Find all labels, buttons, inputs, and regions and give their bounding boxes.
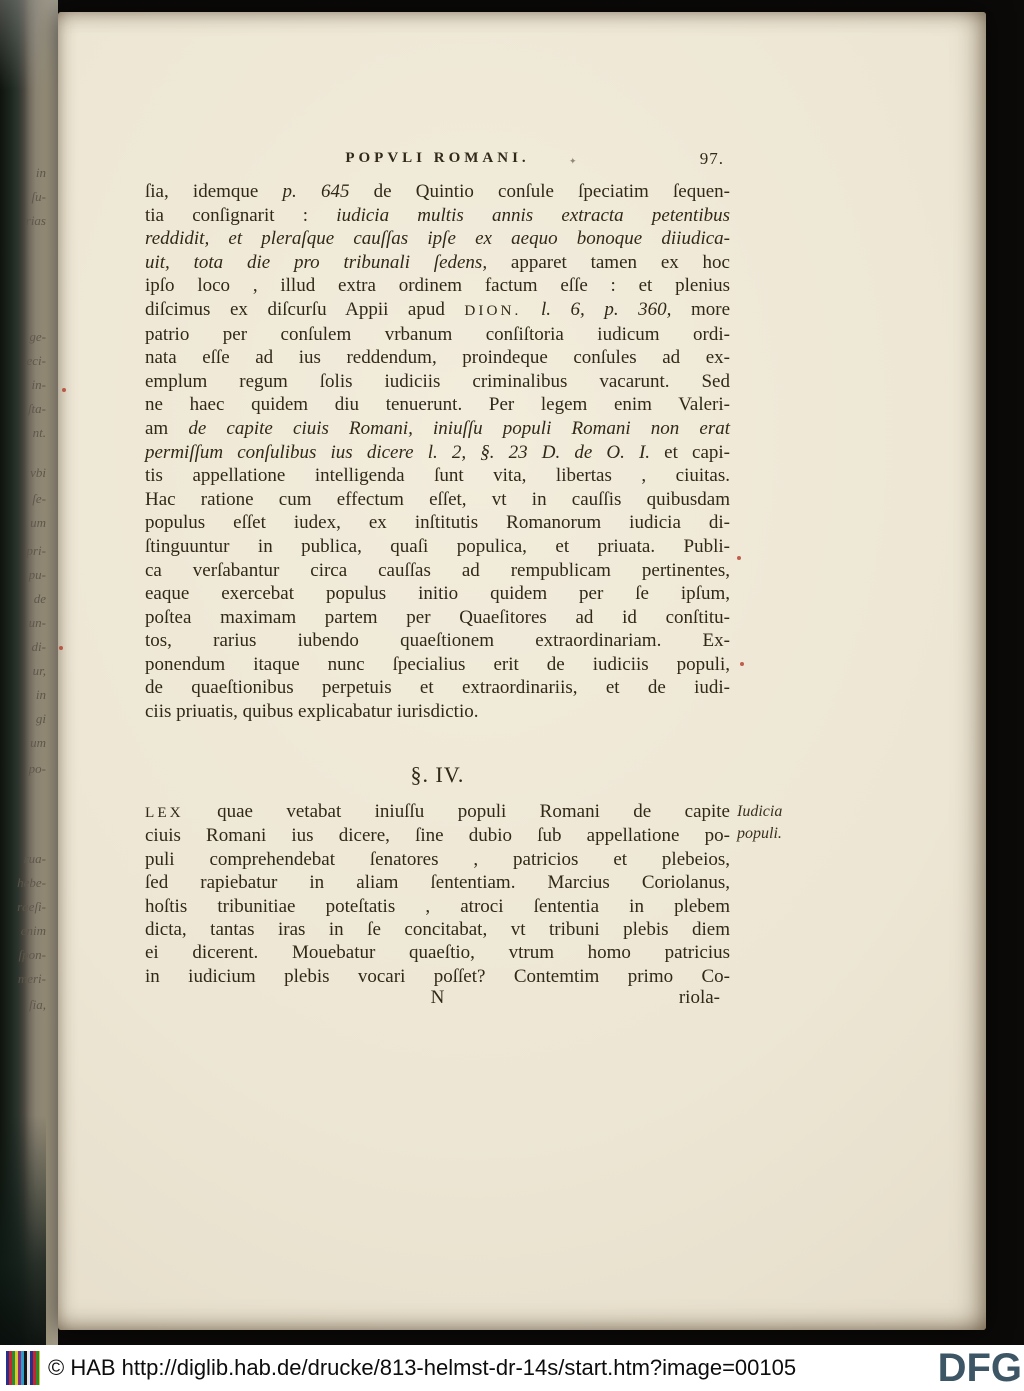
text-line: uit, tota die pro tribunali ſedens, apparet tamen ex hoc [145,251,730,273]
footer-caption: © HAB http://diglib.hab.de/drucke/813-helmst-dr-14s/start.htm?image=00105 [48,1355,797,1380]
spine-text-fragment: nt. [32,425,46,440]
book-page [58,12,986,1330]
text-line: nata eſſe ad ius reddendum, proindeque conſules ad ex- [145,347,730,369]
text-line: tos, rarius iubendo quaeſtionem extraordinariam. Ex- [145,630,730,652]
book-spine-edge [0,0,58,1345]
ornament-mark: ✦ [569,156,577,166]
spine-text-fragment: in [35,687,46,702]
section-heading: §. IV. [410,762,465,787]
text-line: LEX quae vetabat iniuſſu populi Romani de capite [145,801,730,822]
text-line: de quaeſtionibus perpetuis et extraordinariis, et de iudi- [145,677,730,699]
text-line: eaque exercebat populus initio quidem per ſe ipſum, [145,583,730,605]
text-line: reddidit, et pleraſque cauſſas ipſe ex aequo bonoque diiudica- [145,228,730,250]
text-line: ſia, idemque p. 645 de Quintio conſule ſpeciatim ſequen- [145,181,730,202]
spine-text-fragment: raeſi- [17,899,46,914]
spine-text-fragment: eci- [26,353,46,368]
spine-text-fragment: ſu- [31,189,46,204]
text-line: puli comprehendebat ſenatores , patricios et plebeios, [145,848,730,870]
text-line: emplum regum ſolis iudiciis criminalibus vacarunt. Sed [145,370,730,392]
spine-text-fragment: ſe- [32,491,46,506]
text-line: in iudicium plebis vocari poſſet? Contemtim primo Co- [145,965,730,987]
paragraph-1 [145,180,730,724]
spine-text-fragment: rua- [23,851,46,866]
text-line: permiſſum conſulibus ius dicere l. 2, §. 23 D. de O. I. et capi- [145,441,730,463]
spine-text-fragment: pri- [26,543,46,558]
spine-text-fragment: pu- [28,567,46,582]
spine-text-fragment: ſia, [29,997,46,1012]
text-line: populus eſſet iudex, ex inſtitutis Romanorum iudicia di- [145,512,730,534]
spine-text-fragment: um [30,735,46,750]
spine-text-fragment: um [30,515,46,530]
spine-text-fragment: ur, [32,663,46,678]
spine-text-fragment: in [35,165,46,180]
catchword: riola- [678,987,720,1008]
page-number: 97. [699,149,724,168]
text-line: dicta, tantas iras in ſe concitabat, vt tribuni plebis diem [145,919,730,941]
text-line: ne haec quidem diu tenuerunt. Per legem enim Valeri- [145,394,730,416]
margin-note [737,801,821,844]
red-mark-artifact [740,662,744,666]
red-mark-artifact [62,388,66,392]
spine-text-fragment: vbi [30,465,46,480]
red-mark-artifact [737,556,741,560]
text-line: ca verſabantur circa cauſſas ad rempublicam pertinentes, [145,559,730,581]
spine-text-fragment: ſpon- [18,947,46,962]
spine-text-fragment: di- [31,639,46,654]
margin-note-line: populi. [737,824,782,842]
text-line: patrio per conſulem vrbanum conſiſtoria iudicum ordi- [145,323,730,345]
text-line: ſtinguuntur in publica, quaſi populica, et priuata. Publi- [145,535,730,557]
gathering-signature: N [430,987,445,1008]
text-line: ciis priuatis, quibus explicabatur iurisdictio. [145,701,479,723]
text-line: hoſtis tribunitiae poteſtatis , atroci ſententia in plebem [145,895,730,917]
text-line: ponendum itaque nunc ſpecialius erit de iudiciis populi, [145,653,730,675]
spine-text-fragment: rias [25,213,46,228]
spine-text-fragment: meri- [17,971,46,986]
spine-text-fragment: hebe- [17,875,46,890]
text-line: ipſo loco , illud extra ordinem factum eſſe : et plenius [145,275,730,297]
text-line: ei dicerent. Mouebatur quaeſtio, vtrum homo patricius [145,942,730,964]
signature-row [145,987,730,1013]
spine-text-fragment: ge- [29,329,46,344]
text-line: am de capite ciuis Romani, iniuſſu populi Romani non erat [145,417,730,439]
spine-text-fragment: ſta- [27,401,46,416]
viewer-footer [0,1345,1024,1391]
running-title: POPVLI ROMANI. [345,150,530,166]
text-line: diſcimus ex diſcurſu Appii apud DION. l. 6, p. 360, more [145,298,731,320]
spine-text-fragment: gi [35,711,46,726]
spine-text-fragment: un- [28,615,46,630]
spine-text-fragment: enim [20,923,46,938]
text-line: tis appellatione intelligenda ſunt vita, libertas , ciuitas. [145,465,730,487]
paragraph-2 [145,800,730,988]
spine-text-fragment: in- [31,377,46,392]
color-calibration-icon [6,1351,40,1385]
text-line: poſtea maximam partem per Quaeſitores ad id conſtitu- [145,606,730,628]
spine-text-fragment: po- [28,761,46,776]
text-line: ciuis Romani ius dicere, ſine dubio ſub appellatione po- [145,825,730,847]
spine-text-fragment: de [33,591,46,606]
margin-note-line: Iudicia [737,803,783,820]
text-line: Hac ratione cum effectum eſſet, vt in cauſſis quibusdam [145,488,730,510]
text-line: tia conſignarit : iudicia multis annis extracta petentibus [145,204,730,226]
text-line: ſed rapiebatur in aliam ſententiam. Marcius Coriolanus, [145,872,730,894]
page-header [145,150,730,174]
red-mark-artifact [59,646,63,650]
dfg-logo: DFG [937,1346,1022,1390]
